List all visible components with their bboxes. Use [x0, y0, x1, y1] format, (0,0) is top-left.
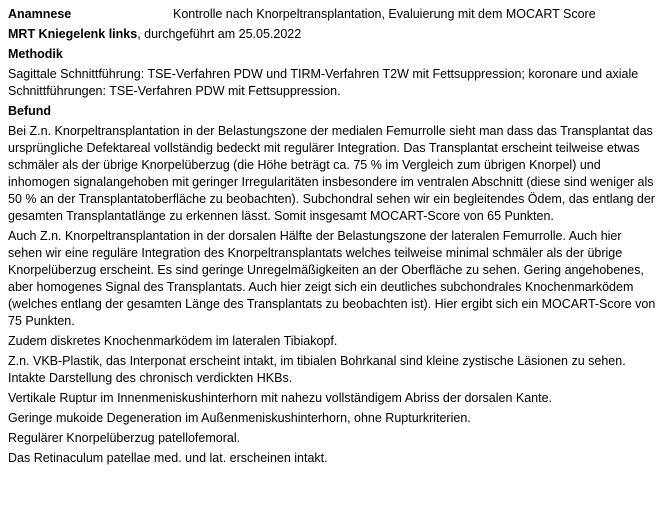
methodik-heading: Methodik [8, 47, 63, 61]
befund-line-patellofemoral: Regulärer Knorpelüberzug patellofemoral. [8, 431, 241, 445]
befund-line-aussenmeniskus: Geringe mukoide Degeneration im Außenmeniskushinterhorn, ohne Rupturkriterien. [8, 411, 471, 425]
befund-line-retinaculum: Das Retinaculum patellae med. und lat. erscheinen intakt. [8, 451, 328, 465]
exam-title: MRT Kniegelenk links [8, 27, 138, 41]
befund-paragraph-lateral-femurrolle: Auch Z.n. Knorpeltransplantation in der dorsalen Hälfte der Belastungszone der lateralen Femurrolle. Auch hier sehen wir eine reguläre Integration des Knorpeltransplantats welches teilweise minimal schmäler als der übrige Knorpelüberzug erscheint. Es sind geringe Unregelmäßigkeiten an der Oberfläche zu sehen. Gering angehobenes, aber homogenes Signal des Transplantats. Auch hier zeigt sich ein deutliches subchondrales Knochenmarködem (welches entlang der gesamten Länge des Transplantats zu beobachten ist). Hier ergibt sich ein MOCART-Score von 75 Punkten. [8, 229, 656, 328]
anamnese-value: Kontrolle nach Knorpeltransplantation, Evaluierung mit dem MOCART Score [173, 7, 596, 21]
befund-line-innenmeniskus: Vertikale Ruptur im Innenmeniskushinterhorn mit nahezu vollständigem Abriss der dorsalen Kante. [8, 391, 553, 405]
exam-date: , durchgeführt am 25.05.2022 [137, 27, 302, 41]
anamnese-row [8, 6, 659, 23]
befund-line-tibiakopf: Zudem diskretes Knochenmarködem im lateralen Tibiakopf. [8, 334, 338, 348]
befund-paragraph-vkb-plastik: Z.n. VKB-Plastik, das Interponat erscheint intakt, im tibialen Bohrkanal sind kleine zystische Läsionen zu sehen. Intakte Darstellung des chronisch verdickten HKBs. [8, 354, 626, 385]
befund-heading: Befund [8, 104, 52, 118]
befund-paragraph-medial-femurrolle: Bei Z.n. Knorpeltransplantation in der Belastungszone der medialen Femurrolle sieht man dass das Transplantat das ursprüngliche Defektareal vollständig bedeckt mit regulärer Integration. Das Transplantat erscheint teilweise etwas schmäler als der übrige Knorpelüberzug (die Höhe beträgt ca. 75 % im Vergleich zum übrigen Knorpel) und inhomogen signalangehoben mit geringer Irregularitäten insbesondere im ventralen Abschnitt (diese sind weniger als 50 % an der Transplantatoberfläche zu beobachten). Subchondral sehen wir ein begleitendes Ödem, das entlang der gesamten Transplantatlänge zu erkennen lässt. Somit insgesamt MOCART-Score von 65 Punkten. [8, 124, 655, 223]
anamnese-label: Anamnese [8, 7, 72, 21]
exam-title-row [8, 26, 659, 43]
methodik-text: Sagittale Schnittführung: TSE-Verfahren PDW und TIRM-Verfahren T2W mit Fettsuppression; koronare und axiale Schnittführungen: TSE-Verfahren PDW mit Fettsuppression. [8, 67, 639, 98]
